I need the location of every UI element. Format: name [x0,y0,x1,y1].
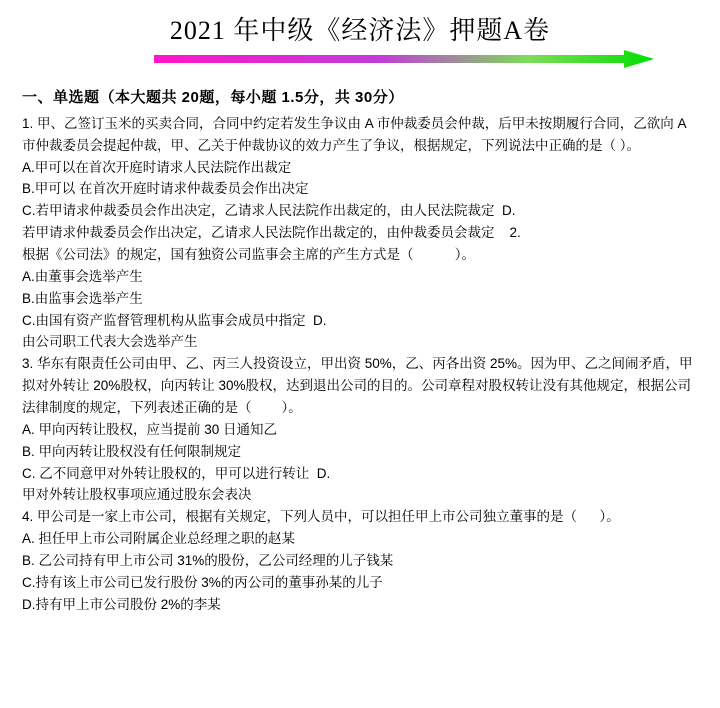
question-option: C. 乙不同意甲对外转让股权的，甲可以进行转让 D. [22,465,331,481]
question-option: B.甲可以 在首次开庭时请求仲裁委员会作出决定 [22,181,309,197]
question-option: C.由国有资产监督管理机构从监事会成员中指定 D. [22,312,327,328]
question-option: A. 担任甲上市公司附属企业总经理之职的赵某 [22,531,296,547]
question-option: C.持有该上市公司已发行股份 3%的丙公司的董事孙某的儿子 [22,574,383,590]
question-option: B.由监事会选举产生 [22,290,143,306]
question-option: A. 甲向丙转让股权，应当提前 30 日通知乙 [22,421,278,437]
question-option: C.若甲请求仲裁委员会作出决定，乙请求人民法院作出裁定的，由人民法院裁定 D. [22,203,516,219]
question-option: B. 乙公司持有甲上市公司 31%的股份，乙公司经理的儿子钱某 [22,552,394,568]
question-option: 甲对外转让股权事项应通过股东会表决 [22,487,252,503]
question-option: A.由董事会选举产生 [22,268,143,284]
question-option: 由公司职工代表大会选举产生 [22,334,198,350]
gradient-right-arrow-icon [154,50,654,70]
question-option: B. 甲向丙转让股权没有任何限制规定 [22,443,242,459]
section-heading: 一、单选题（本大题共 20题，每小题 1.5分，共 30分） [22,88,404,106]
question-stem: 4. 甲公司是一家上市公司，根据有关规定，下列人员中，可以担任甲上市公司独立董事的是（ ）。 [22,509,620,525]
question-option: D.持有甲上市公司股份 2%的李某 [22,596,221,612]
question-stem: 3. 华东有限责任公司由甲、乙、丙三人投资设立，甲出资 50%，乙、丙各出资 25%。因为甲、乙之间闹矛盾，甲拟对外转让 20%股权，向丙转让 30%股权，达到退出公司的目的。公司章程对股权转让没有其他规定，根据公司法律制度的规定，下列表述正确的是（ ）。 [22,356,693,415]
question-stem: 1. 甲、乙签订玉米的买卖合同，合同中约定若发生争议由 A 市仲裁委员会仲裁，后甲未按期履行合同，乙欲向 A 市仲裁委员会提起仲裁，甲、乙关于仲裁协议的效力产生了争议，根据规定，下列说法中正确的是（ ）。 [22,115,690,153]
decorative-arrow-container [22,50,698,70]
document-page [0,14,720,708]
question-list [22,113,698,616]
page-title: 2021 年中级《经济法》押题A卷 [169,16,551,45]
question-option: A.甲可以在首次开庭时请求人民法院作出裁定 [22,159,292,175]
question-option: 若甲请求仲裁委员会作出决定，乙请求人民法院作出裁定的，由仲裁委员会裁定 2. [22,225,521,241]
question-stem: 根据《公司法》的规定，国有独资公司监事会主席的产生方式是（ ）。 [22,246,476,262]
